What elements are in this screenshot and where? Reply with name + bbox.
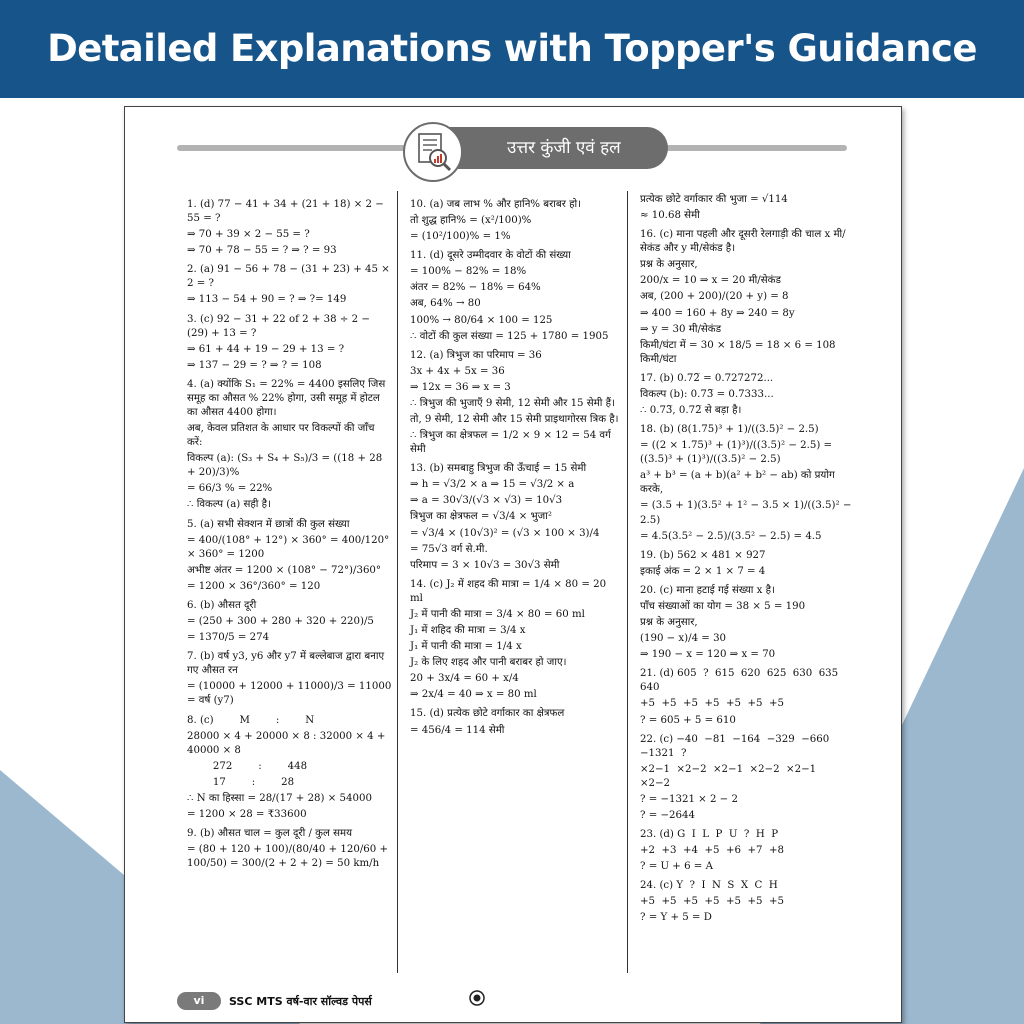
solution-line: ∴ 0.73̅, 0.72̅ से बड़ा है। (640, 405, 742, 417)
solution-line: 23. (d) G I L P U ? H P (640, 829, 779, 841)
solution-line: ? = 605 + 5 = 610 (640, 714, 736, 726)
solution-line: परिमाप = 3 × 10√3 = 30√3 सेमी (410, 559, 560, 571)
solution-line: अब, केवल प्रतिशत के आधार पर विकल्पों की जाँच करें: (187, 423, 378, 449)
solution-line: 28000 × 4 + 20000 × 8 : 32000 × 4 + 40000 × 8 (187, 730, 389, 756)
solutions-column-1 (187, 193, 393, 873)
solution-line: ⇒ a = 30√3/(√3 × √3) = 10√3 (410, 495, 563, 507)
solution-line: (190 − x)/4 = 30 (640, 633, 727, 645)
solution-line: ⇒ 12x = 36 ⇒ x = 3 (410, 381, 511, 393)
solutions-column-2 (410, 193, 622, 740)
solution-line: a³ + b³ = (a + b)(a² + b² − ab) को प्रयोग करके, (640, 470, 838, 496)
solution-line: = 400/(108° + 12°) × 360° = 400/120° × 360° = 1200 (187, 534, 393, 560)
solution-line: अंतर = 82% − 18% = 64% (410, 282, 541, 294)
solution-line: ∴ विकल्प (a) सही है। (187, 499, 271, 511)
solution-line: +5 +5 +5 +5 +5 +5 +5 (640, 698, 784, 710)
solution-line: = (80 + 120 + 100)/(80/40 + 120/60 + 100/50) = 300/(2 + 2 + 2) = 50 km/h (187, 844, 392, 870)
solution-line: प्रश्न के अनुसार, (640, 617, 698, 629)
solution-line: 5. (a) सभी सेक्शन में छात्रों की कुल संख्या (187, 518, 350, 530)
solution-line: 8. (c) M : N (187, 714, 315, 726)
solution-line: ⇒ y = 30 मी/सेकंड (640, 323, 722, 335)
solution-line: ∴ वोटों की कुल संख्या = 125 + 1780 = 1905 (410, 330, 609, 342)
solution-line: ? = U + 6 = A (640, 861, 713, 873)
solution-line: 9. (b) औसत चाल = कुल दूरी / कुल समय (187, 828, 352, 840)
solution-line: ⇒ 137 − 29 = ? ⇒ ? = 108 (187, 359, 322, 371)
column-divider-1 (397, 191, 398, 973)
solution-line: = √3/4 × (10√3)² = (√3 × 100 × 3)/4 (410, 527, 600, 539)
solution-line: अभीष्ट अंतर = 1200 × (108° − 72°)/360° (187, 564, 382, 576)
solution-line: 1. (d) 77 − 41 + 34 + (21 + 18) × 2 − 55 = ? (187, 199, 388, 225)
solution-line: अब, 64% → 80 (410, 298, 481, 310)
solution-line: 19. (b) 562 × 481 × 927 (640, 549, 766, 561)
solution-line: प्रत्येक छोटे वर्गाकार की भुजा = √114 (640, 194, 788, 205)
solution-line: 3x + 4x + 5x = 36 (410, 365, 505, 377)
solutions-column-3 (640, 193, 855, 928)
solution-line: ? = −1321 × 2 − 2 (640, 793, 738, 805)
solution-line: इकाई अंक = 2 × 1 × 7 = 4 (640, 565, 766, 577)
solution-line: 2. (a) 91 − 56 + 78 − (31 + 23) + 45 × 2 = ? (187, 264, 394, 290)
solution-line: ? = Y + 5 = D (640, 912, 712, 924)
solution-line: ⇒ 113 − 54 + 90 = ? ⇒ ?= 149 (187, 294, 347, 306)
solution-line: तो शुद्ध हानि% = (x²/100)% (410, 215, 532, 227)
solution-line: 7. (b) वर्ष y3, y6 और y7 में बल्लेबाज द्वारा बनाए गए औसत रन (187, 651, 388, 677)
solution-line: 3. (c) 92 − 31 + 22 of 2 + 38 ÷ 2 − (29) + 13 = ? (187, 313, 374, 339)
solution-line: = 66/3 % = 22% (187, 483, 273, 495)
publisher-logo-icon (469, 990, 485, 1010)
solution-line: ⇒ 70 + 78 − 55 = ? ⇒ ? = 93 (187, 245, 337, 257)
solution-line: = (10000 + 12000 + 11000)/3 = 11000 = वर्ष (y7) (187, 681, 395, 707)
solution-line: = 1200 × 36°/360° = 120 (187, 580, 321, 592)
solution-line: +2 +3 +4 +5 +6 +7 +8 (640, 845, 784, 857)
solution-line: +5 +5 +5 +5 +5 +5 +5 (640, 896, 784, 908)
solution-line: किमी/घंटा में = 30 × 18/5 = 18 × 6 = 108 किमी/घंटा (640, 339, 839, 365)
header-rule-right (665, 145, 847, 151)
solution-line: = 456/4 = 114 सेमी (410, 724, 505, 736)
column-divider-2 (627, 191, 628, 973)
solution-line: = (250 + 300 + 280 + 320 + 220)/5 (187, 616, 374, 628)
document-chart-magnifier-icon (403, 122, 463, 182)
solution-line: 12. (a) त्रिभुज का परिमाप = 36 (410, 349, 542, 361)
banner-title: Detailed Explanations with Topper's Guidance (47, 27, 977, 70)
solution-line: 4. (a) क्योंकि S₁ = 22% = 4400 इसलिए जिस समूह का औसत % 22% होगा, उसी समूह में होटल का औसत 4400 होगा। (187, 378, 389, 419)
solution-line: 22. (c) −40 −81 −164 −329 −660 −1321 ? (640, 733, 836, 759)
solution-line: 17. (b) 0.72̅ = 0.727272... (640, 372, 774, 384)
solution-line: विकल्प (a): (S₃ + S₄ + S₅)/3 = ((18 + 28 + 20)/3)% (187, 453, 386, 479)
solution-line: 11. (d) दूसरे उम्मीदवार के वोटों की संख्या (410, 250, 571, 262)
solution-line: = 1200 × 28 = ₹33600 (187, 808, 307, 820)
solution-line: ∴ त्रिभुज की भुजाएँ 9 सेमी, 12 सेमी और 15 सेमी हैं। (410, 397, 615, 409)
solution-line: 100% → 80/64 × 100 = 125 (410, 314, 553, 326)
solution-line: ? = −2644 (640, 809, 695, 821)
solution-line: 24. (c) Y ? I N S X C H (640, 880, 778, 892)
solution-line: 18. (b) (8(1.75)³ + 1)/((3.5)² − 2.5) (640, 424, 819, 436)
solution-line: = 100% − 82% = 18% (410, 266, 527, 278)
solution-line: = ((2 × 1.75)³ + (1)³)/((3.5)² − 2.5) = ((3.5)³ + (1)³)/((3.5)² − 2.5) (640, 440, 836, 466)
solution-line: ∴ त्रिभुज का क्षेत्रफल = 1/2 × 9 × 12 = 54 वर्ग सेमी (410, 430, 615, 456)
solution-line: 16. (c) माना पहली और दूसरी रेलगाड़ी की चाल x मी/सेकंड और y मी/सेकंड है। (640, 229, 846, 255)
solution-line: ×2−1 ×2−2 ×2−1 ×2−2 ×2−1 ×2−2 (640, 763, 823, 789)
solution-line: प्रश्न के अनुसार, (640, 259, 698, 271)
section-title: उत्तर कुंजी एवं हल (425, 127, 668, 169)
solution-line: = 75√3 वर्ग से.मी. (410, 543, 488, 555)
page-footer (177, 992, 427, 1012)
solution-line: 17 : 28 (187, 776, 295, 788)
solution-line: ⇒ 400 = 160 + 8y ⇒ 240 = 8y (640, 307, 795, 319)
solution-line: 272 : 448 (187, 760, 308, 772)
solution-line: 21. (d) 605 ? 615 620 625 630 635 640 (640, 668, 845, 694)
solution-line: 6. (b) औसत दूरी (187, 599, 257, 611)
solution-line: ∴ N का हिस्सा = 28/(17 + 28) × 54000 (187, 792, 372, 804)
solution-line: J₂ के लिए शहद और पानी बराबर हो जाए। (410, 657, 567, 669)
solution-line: ⇒ h = √3/2 × a ⇒ 15 = √3/2 × a (410, 479, 575, 491)
solution-line: ⇒ 190 − x = 120 ⇒ x = 70 (640, 649, 776, 661)
solution-line: तो, 9 सेमी, 12 सेमी और 15 सेमी प्राइथागोरस त्रिक है। (410, 414, 619, 426)
book-title: SSC MTS वर्ष-वार सॉल्वड पेपर्स (229, 995, 372, 1008)
solution-line: 10. (a) जब लाभ % और हानि% बराबर हो। (410, 199, 582, 210)
book-page (124, 106, 902, 1023)
solution-line: ⇒ 70 + 39 × 2 − 55 = ? (187, 229, 310, 241)
solution-line: पाँच संख्याओं का योग = 38 × 5 = 190 (640, 600, 806, 612)
solution-line: = (10²/100)% = 1% (410, 231, 511, 243)
solution-line: 20. (c) माना हटाई गई संख्या x है। (640, 584, 775, 596)
solution-line: 200/x = 10 ⇒ x = 20 मी/सेकंड (640, 275, 781, 287)
solution-line: विकल्प (b): 0.73̅ = 0.7333... (640, 388, 774, 400)
solution-line: 14. (c) J₂ में शहद की मात्रा = 1/4 × 80 = 20 ml (410, 578, 610, 604)
solution-line: = (3.5 + 1)(3.5² + 1² − 3.5 × 1)/((3.5)² − 2.5) (640, 500, 855, 526)
solution-line: ≈ 10.68 सेमी (640, 210, 700, 222)
solution-line: 15. (d) प्रत्येक छोटे वर्गाकार का क्षेत्रफल (410, 708, 565, 720)
solution-line: अब, (200 + 200)/(20 + y) = 8 (640, 291, 789, 303)
solution-line: 13. (b) समबाहु त्रिभुज की ऊँचाई = 15 सेमी (410, 463, 587, 475)
solution-line: त्रिभुज का क्षेत्रफल = √3/4 × भुजा² (410, 511, 552, 523)
solution-line: J₂ में पानी की मात्रा = 3/4 × 80 = 60 ml (410, 608, 585, 620)
solution-line: = 4.5(3.5² − 2.5)/(3.5² − 2.5) = 4.5 (640, 530, 822, 542)
solution-line: ⇒ 2x/4 = 40 ⇒ x = 80 ml (410, 689, 537, 701)
solution-line: J₁ में शहिद की मात्रा = 3/4 x (410, 625, 526, 637)
page-number: vi (177, 992, 221, 1010)
solution-line: = 1370/5 = 274 (187, 632, 270, 644)
solution-line: 20 + 3x/4 = 60 + x/4 (410, 673, 519, 685)
solution-line: ⇒ 61 + 44 + 19 − 29 + 13 = ? (187, 343, 345, 355)
solution-line: J₁ में पानी की मात्रा = 1/4 x (410, 641, 522, 653)
